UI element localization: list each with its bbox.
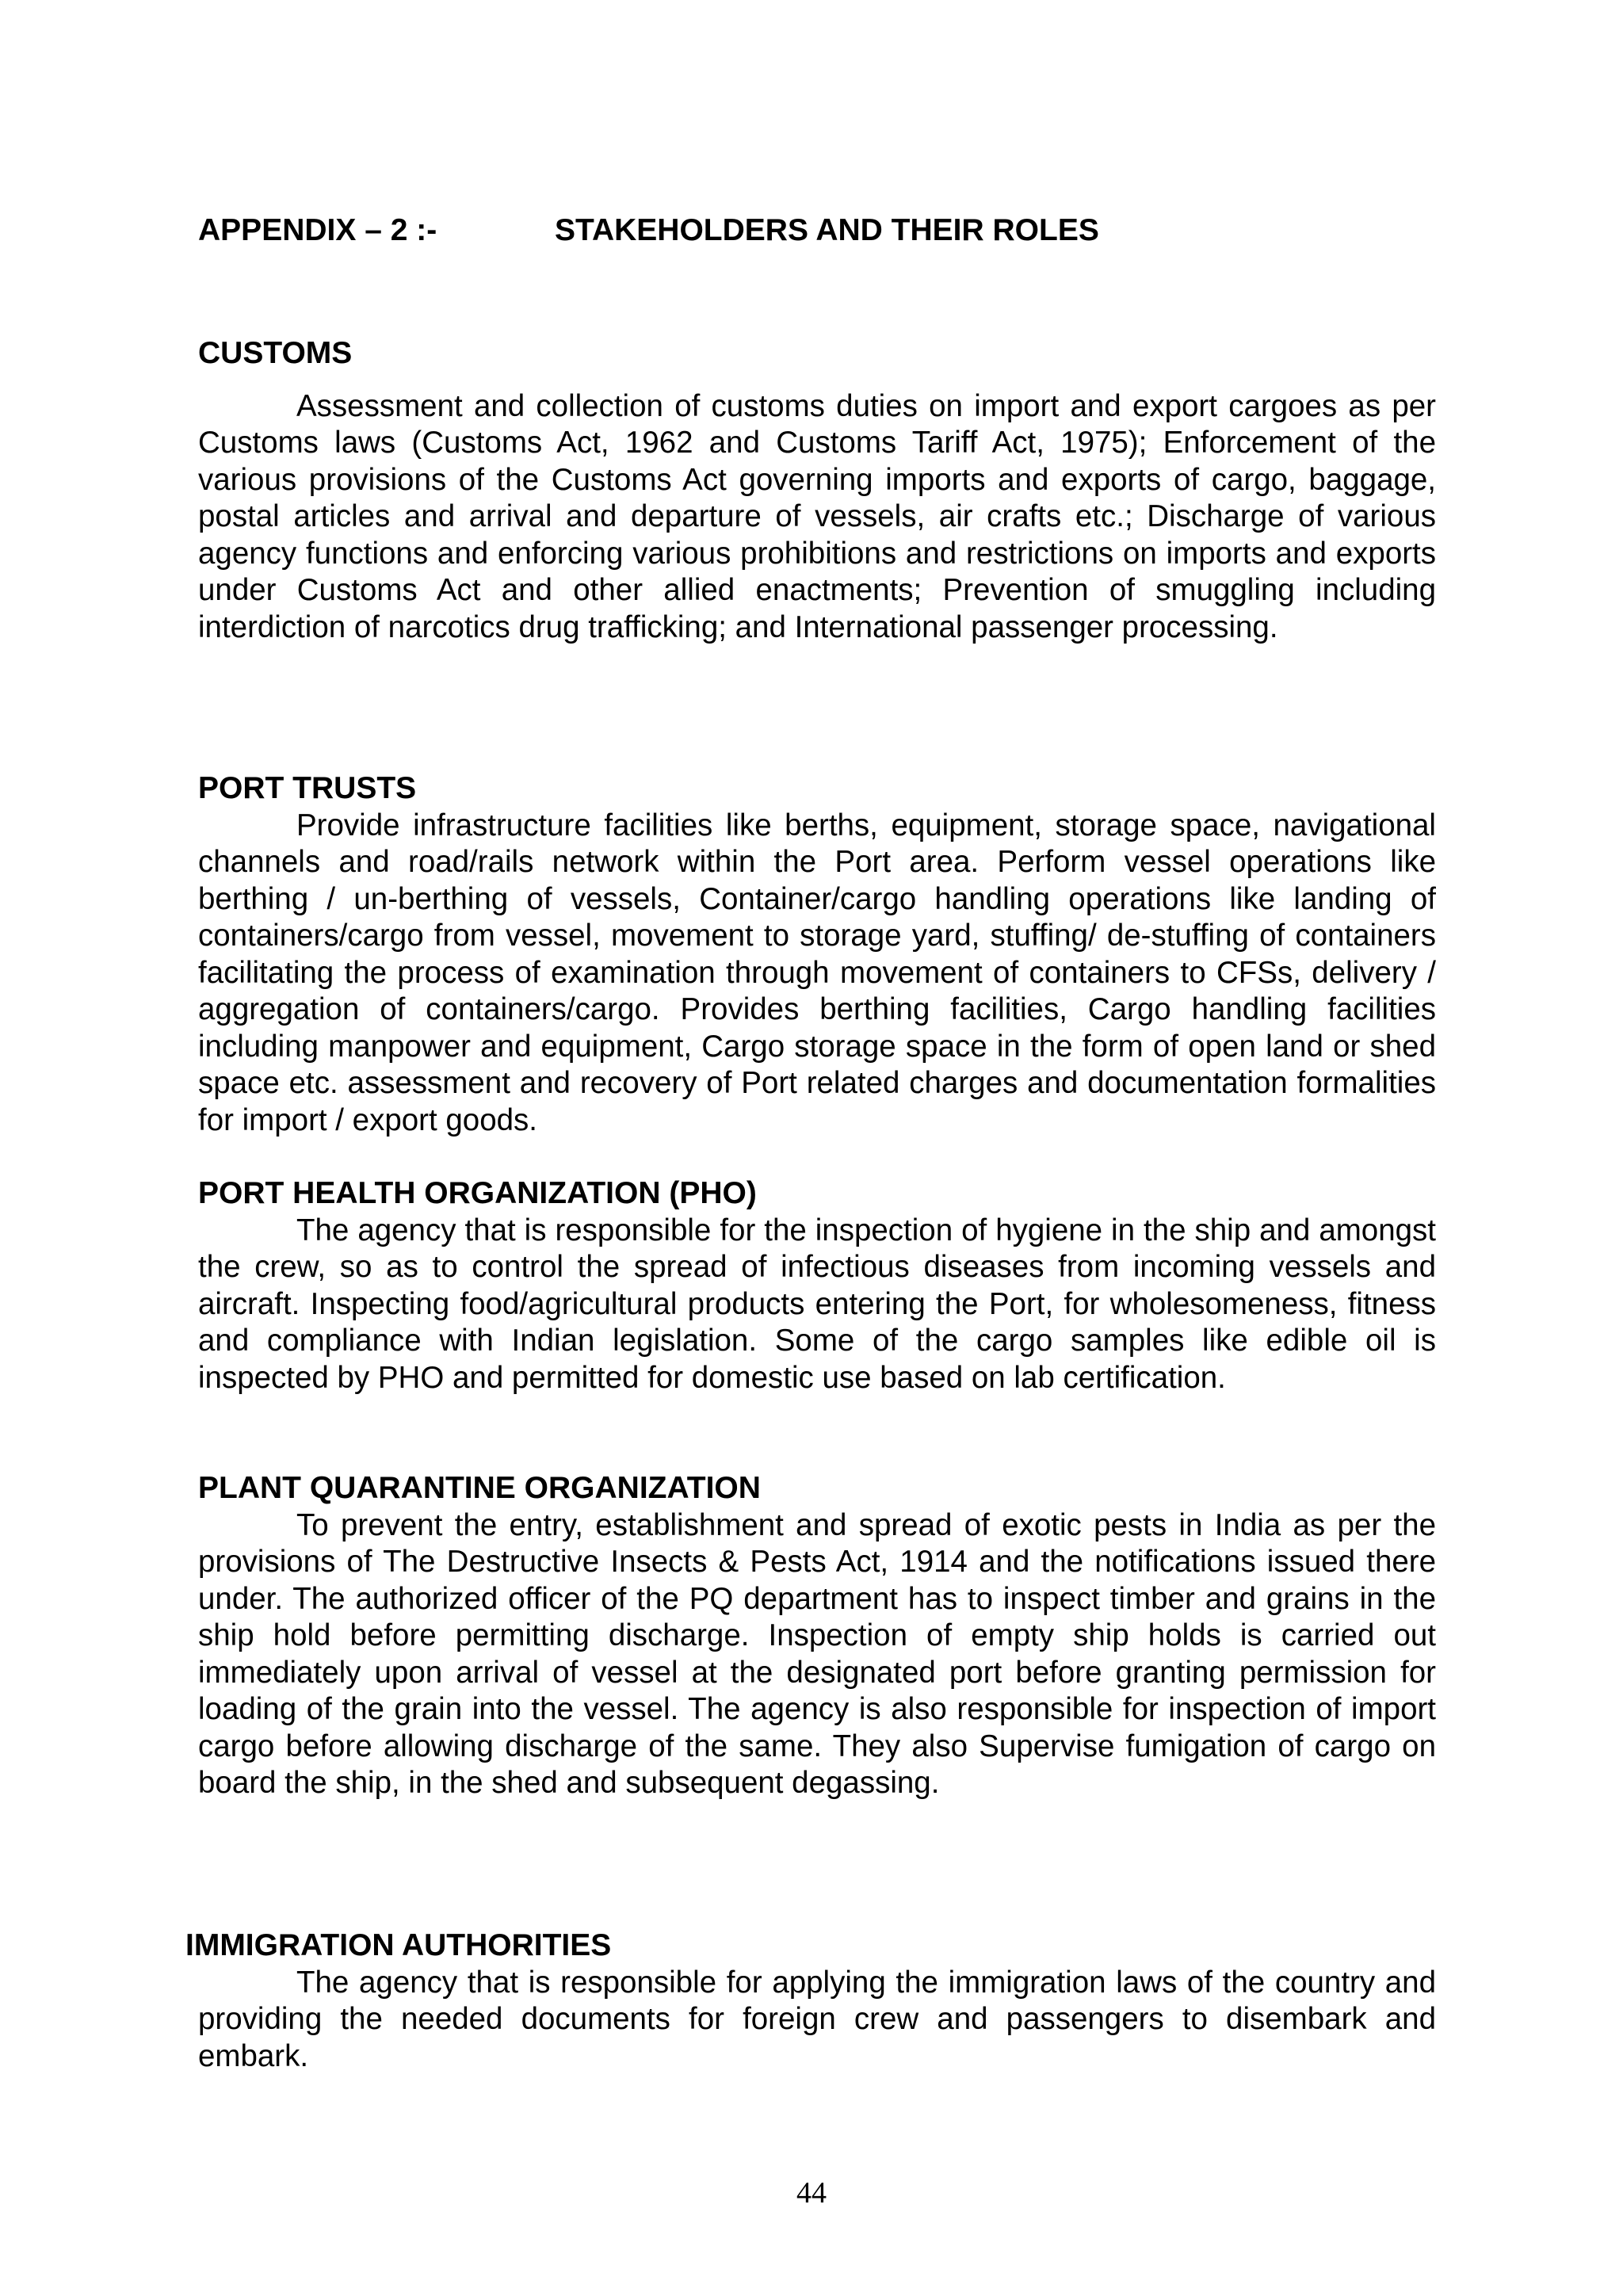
page-number: 44: [796, 2176, 827, 2210]
section-body-plant-quarantine-organization: To prevent the entry, establishment and spread of exotic pests in India as per the provisions of The Destructive Insects & Pests Act, 1914 and the notifications issued there under. The authorized officer of the PQ department has to inspect timber and grains in the ship hold before permitting discharge. Inspection of empty ship holds is carried out immediately upon arrival of vessel at the designated port before granting permission for loading of the grain into the vessel. The agency is also responsible for inspection of import cargo before allowing discharge of the same. They also Supervise fumigation of cargo on board the ship, in the shed and subsequent degassing.: [198, 1507, 1436, 1800]
section-title-immigration-authorities: IMMIGRATION AUTHORITIES: [185, 1928, 612, 1962]
section-title-plant-quarantine-organization: PLANT QUARANTINE ORGANIZATION: [198, 1471, 761, 1505]
section-title-customs: CUSTOMS: [198, 336, 353, 370]
section-port-trusts: [198, 770, 1436, 1139]
section-body-port-health-organization: The agency that is responsible for the inspection of hygiene in the ship and amongst the crew, so as to control the spread of infectious diseases from incoming vessels and aircraft. Inspecting food/agricultural products entering the Port, for wholesomeness, fitness and compliance with Indian legislation. Some of the cargo samples like edible oil is inspected by PHO and permitted for domestic use based on lab certification.: [198, 1213, 1436, 1395]
section-title-port-health-organization: PORT HEALTH ORGANIZATION (PHO): [198, 1176, 757, 1210]
appendix-title: STAKEHOLDERS AND THEIR ROLES: [555, 213, 1099, 247]
section-body-immigration-authorities: The agency that is responsible for applying the immigration laws of the country and providing the needed documents for foreign crew and passengers to disembark and embark.: [198, 1965, 1436, 2073]
section-title-port-trusts: PORT TRUSTS: [198, 771, 417, 805]
section-immigration-authorities: [185, 1927, 1436, 2075]
appendix-label: APPENDIX – 2 :-: [198, 213, 437, 247]
appendix-heading: [198, 212, 1099, 249]
section-customs: [198, 335, 1436, 646]
section-port-health-organization: [198, 1175, 1436, 1396]
section-body-port-trusts: Provide infrastructure facilities like berths, equipment, storage space, navigational channels and road/rails network within the Port area. Perform vessel operations like berthing / un-berthing of vessels, Container/cargo handling operations like landing of containers/cargo from vessel, movement to storage yard, stuffing/ de-stuffing of containers facilitating the process of examination through movement of containers to CFSs, delivery / aggregation of containers/cargo. Provides berthing facilities, Cargo handling facilities including manpower and equipment, Cargo storage space in the form of open land or shed space etc. assessment and recovery of Port related charges and documentation formalities for import / export goods.: [198, 808, 1436, 1137]
section-body-customs: Assessment and collection of customs duties on import and export cargoes as per Customs laws (Customs Act, 1962 and Customs Tariff Act, 1975); Enforcement of the various provisions of the Customs Act governing imports and exports of cargo, baggage, postal articles and arrival and departure of vessels, air crafts etc.; Discharge of various agency functions and enforcing various prohibitions and restrictions on imports and exports under Customs Act and other allied enactments; Prevention of smuggling including interdiction of narcotics drug trafficking; and International passenger processing.: [198, 388, 1436, 644]
section-plant-quarantine-organization: [198, 1470, 1436, 1802]
